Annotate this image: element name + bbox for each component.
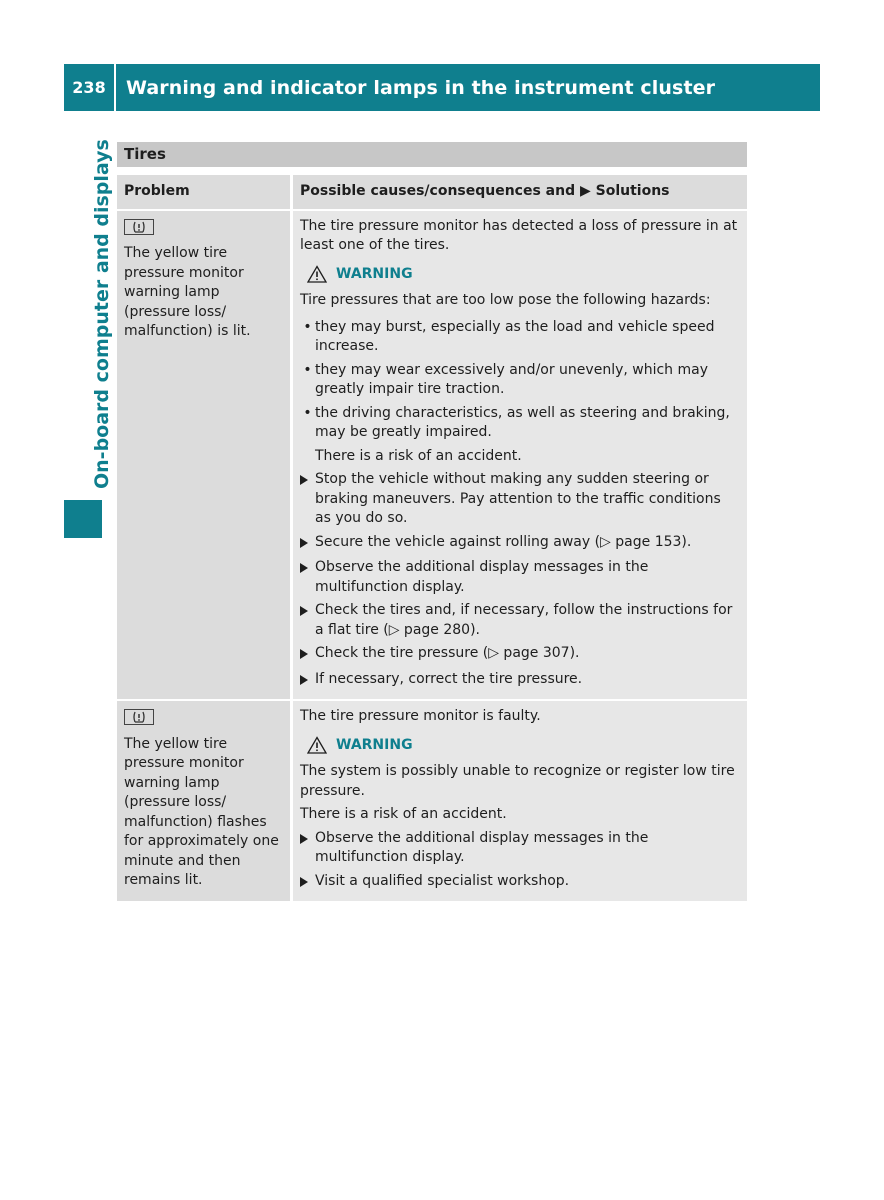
- problem-cell: [117, 700, 292, 901]
- list-item: • they may burst, especially as the load and vehicle speed increase.: [303, 318, 715, 354]
- intro-text: The tire pressure monitor has detected a loss of pressure in at least one of the tires.: [300, 217, 738, 253]
- action-item: Observe the additional display messages in the multifunction display.: [300, 558, 740, 597]
- table-row: [117, 700, 747, 901]
- list-item: • the driving characteristics, as well as steering and braking, may be greatly impaired.: [303, 404, 730, 440]
- tire-pressure-warning-icon: [124, 709, 154, 725]
- page-number: 238: [64, 64, 116, 111]
- page-header: [64, 64, 820, 111]
- warning-triangle-icon: [307, 265, 327, 283]
- column-header-problem: Problem: [117, 175, 292, 210]
- action-item: Visit a qualified specialist workshop.: [300, 872, 740, 894]
- table-row: [117, 210, 747, 701]
- risk-text: There is a risk of an accident.: [300, 806, 507, 822]
- page-title: Warning and indicator lamps in the instrument cluster: [126, 76, 716, 99]
- action-item: Check the tire pressure (▷ page 307).: [300, 644, 740, 666]
- action-item: Secure the vehicle against rolling away (▷ page 153).: [300, 533, 740, 555]
- action-item: Check the tires and, if necessary, follow the instructions for a flat tire (▷ page 280).: [300, 601, 740, 640]
- problem-text: The yellow tire pressure monitor warning lamp (pressure loss/ malfunction) is lit.: [124, 245, 251, 339]
- solution-cell: [292, 700, 748, 901]
- warning-heading: [307, 265, 740, 285]
- tires-table: [117, 175, 747, 901]
- side-tab-label: On-board computer and displays: [91, 139, 113, 489]
- warning-text: The system is possibly unable to recognize or register low tire pressure.: [300, 763, 735, 799]
- risk-text: There is a risk of an accident.: [315, 447, 522, 464]
- warning-heading: [307, 736, 740, 756]
- column-header-causes-solutions: Possible causes/consequences and ▶ Solutions: [292, 175, 748, 210]
- problem-cell: [117, 210, 292, 701]
- warning-label: WARNING: [336, 736, 413, 753]
- list-item: • they may wear excessively and/or unevenly, which may greatly impair tire traction.: [303, 361, 708, 397]
- action-item: Observe the additional display messages in the multifunction display.: [300, 829, 740, 868]
- intro-text: The tire pressure monitor is faulty.: [300, 708, 541, 724]
- action-item: If necessary, correct the tire pressure.: [300, 670, 740, 692]
- solution-cell: [292, 210, 748, 701]
- warning-triangle-icon: [307, 736, 327, 754]
- warning-label: WARNING: [336, 265, 413, 282]
- section-title: Tires: [117, 142, 747, 167]
- action-item: Stop the vehicle without making any sudden steering or braking maneuvers. Pay attention to the traffic conditions as you do so.: [300, 470, 740, 529]
- warning-text: Tire pressures that are too low pose the following hazards:: [300, 292, 711, 308]
- problem-text: The yellow tire pressure monitor warning lamp (pressure loss/ malfunction) flashes for approximately one minute and then remains lit.: [124, 735, 279, 888]
- tire-pressure-warning-icon: [124, 219, 154, 235]
